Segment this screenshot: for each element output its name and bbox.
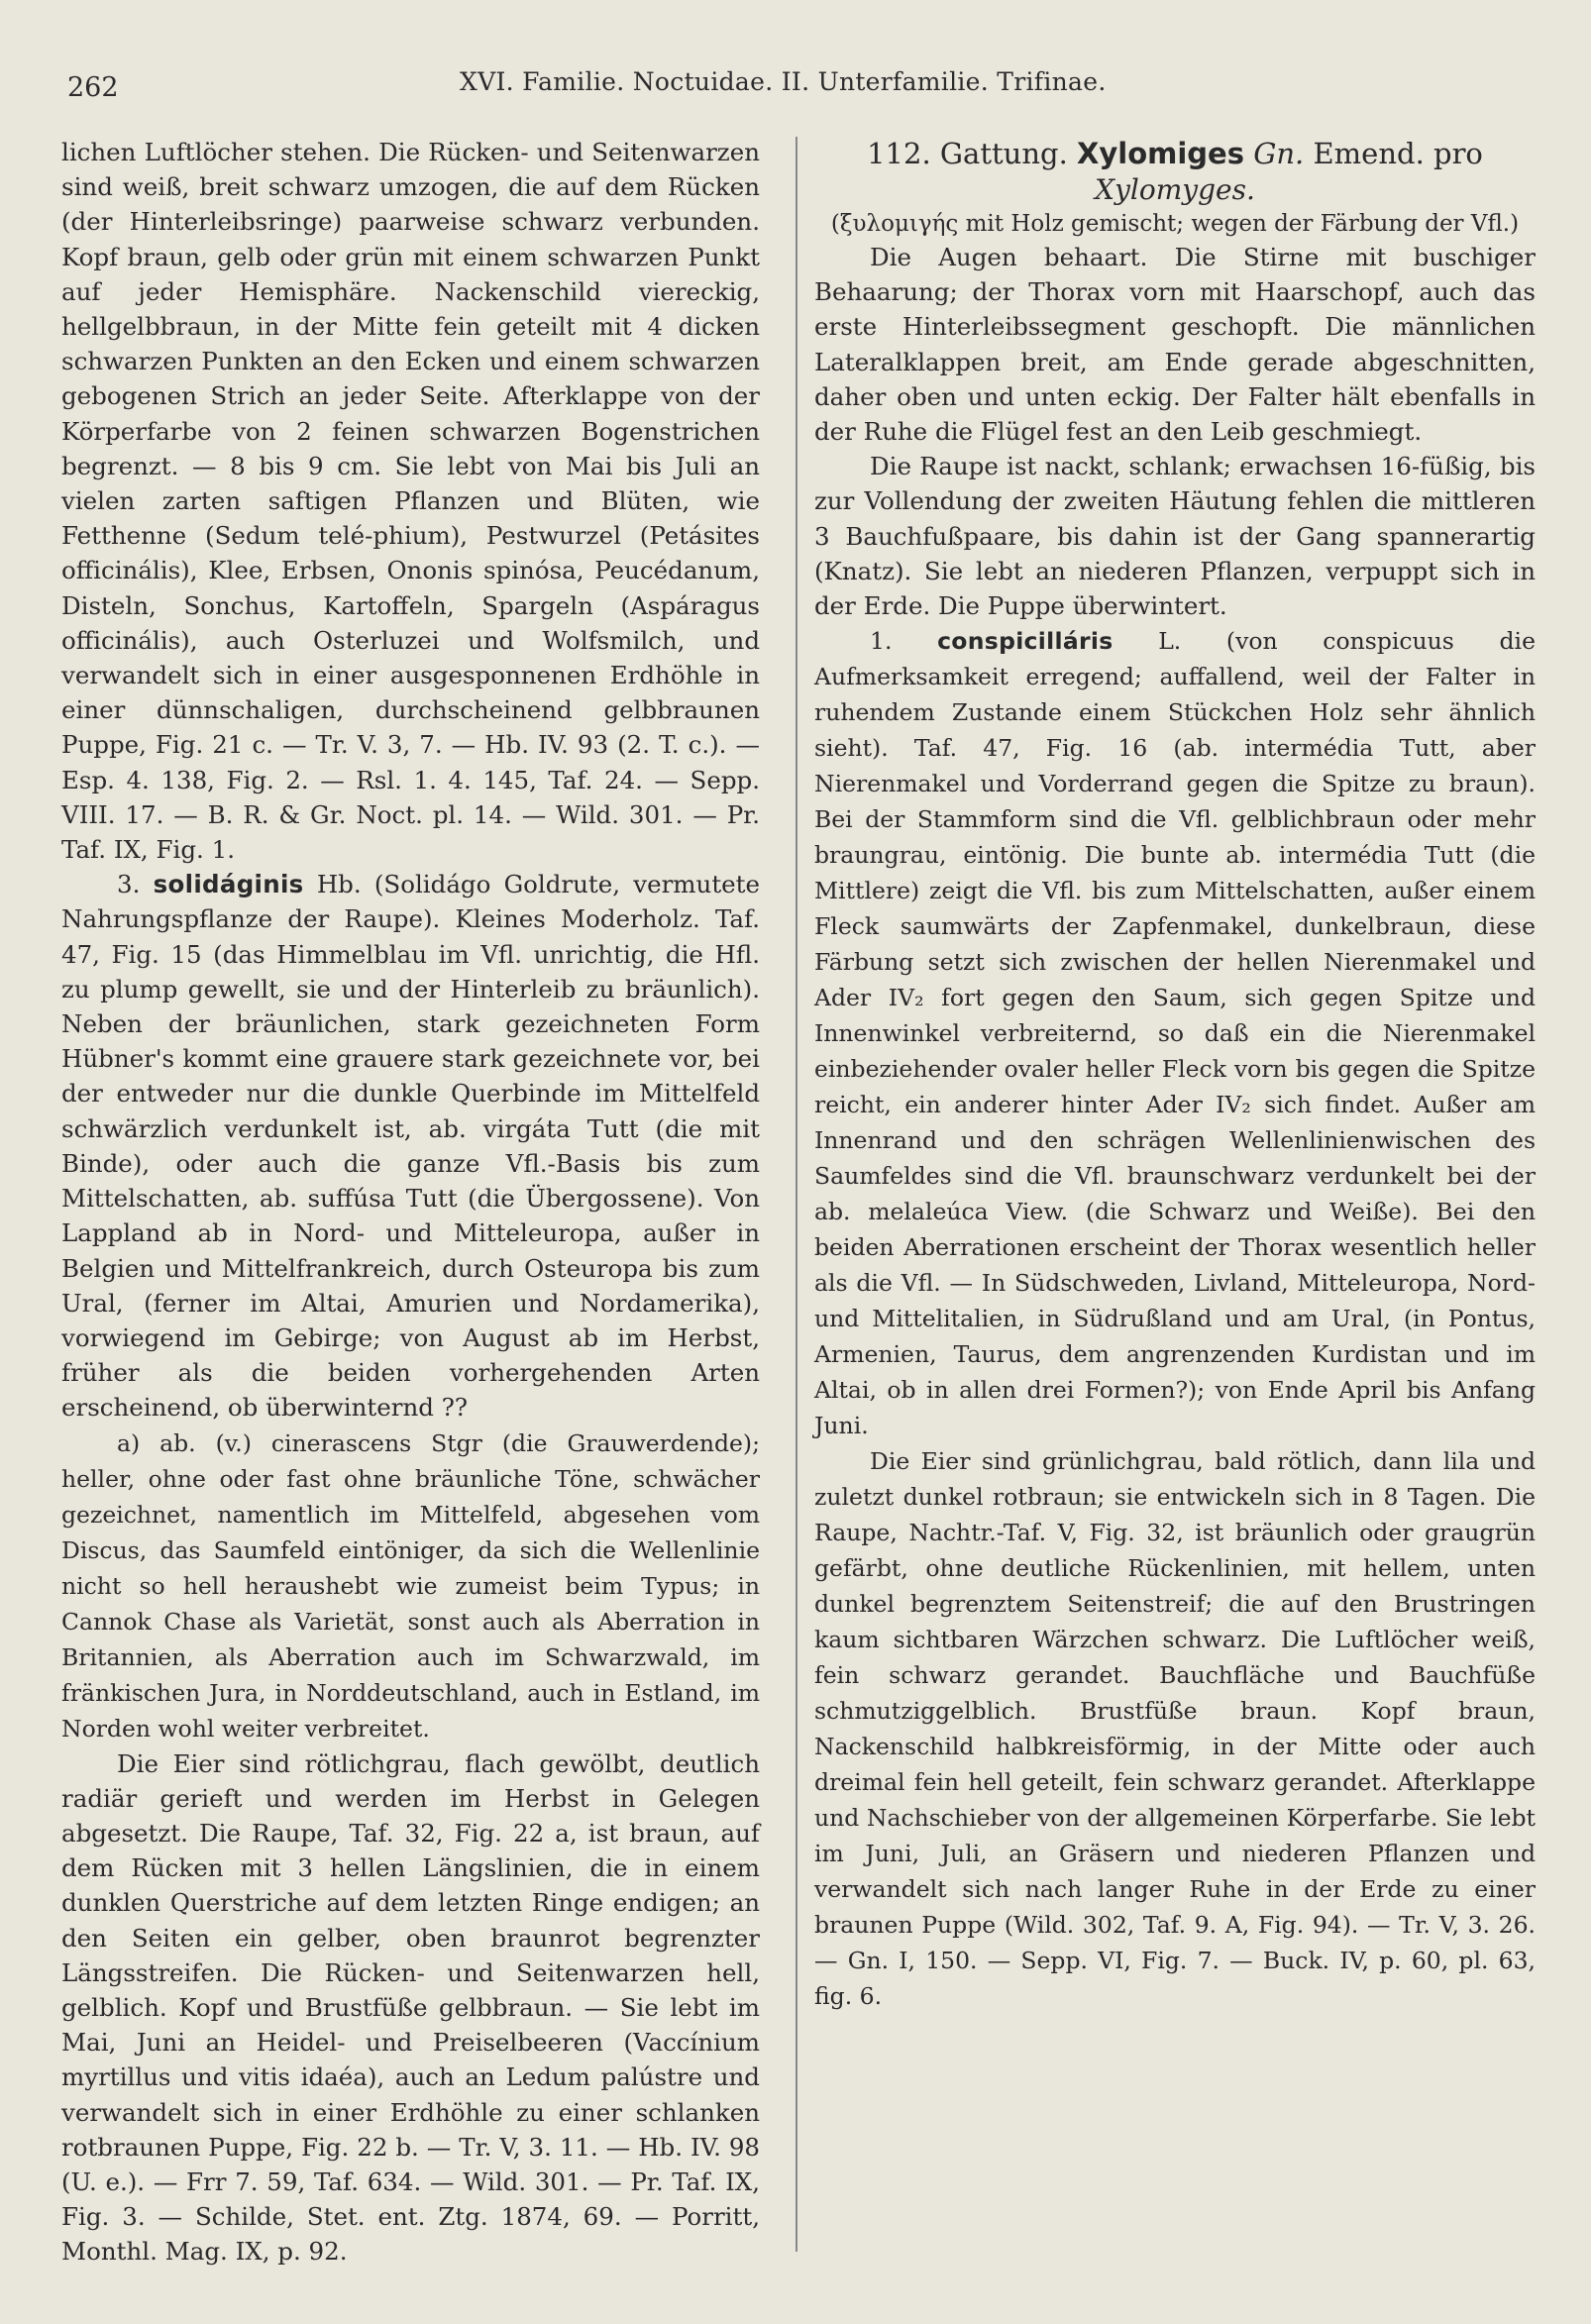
species-name: conspicilláris bbox=[937, 627, 1114, 656]
column-divider bbox=[796, 137, 797, 2252]
genus-author: Gn. bbox=[1253, 137, 1305, 170]
paragraph-raupe-description: lichen Luftlöcher stehen. Die Rücken- und Seitenwarzen sind weiß, breit schwarz umzogen, die auf dem Rücken (der Hinterleibsringe) paarweise schwarz verbunden. Kopf braun, gelb oder grün mit einem schwarzen Punkt auf jeder Hemisphäre. Nackenschild viereckig, hellgelbbraun, in der Mitte fein geteilt mit 4 dicken schwarzen Punkten an den Ecken und einem schwarzen gebogenen Strich an jeder Seite. Afterklappe von der Körperfarbe von 2 feinen schwarzen Bogenstrichen begrenzt. — 8 bis 9 cm. Sie lebt von Mai bis Juli an vielen zarten saftigen Pflanzen und Blüten, wie Fetthenne (Sedum telé-phium), Pestwurzel (Petásites officinális), Klee, Erbsen, Ononis spinósa, Peucédanum, Disteln, Sonchus, Kartoffeln, Spargeln (Aspáragus officinális), auch Osterluzei und Wolfsmilch, und verwandelt sich in einer ausgesponnenen Erdhöhle in einer dünnschaligen, durchscheinend gelbbraunen Puppe, Fig. 21 c. — Tr. V. 3, 7. — Hb. IV. 93 (2. T. c.). — Esp. 4. 138, Fig. 2. — Rsl. 1. 4. 145, Taf. 24. — Sepp. VIII. 17. — B. R. & Gr. Noct. pl. 14. — Wild. 301. — Pr. Taf. IX, Fig. 1. bbox=[61, 138, 760, 865]
right-column bbox=[814, 135, 1536, 2014]
species-entry-conspicillaris bbox=[814, 623, 1536, 1443]
genus-heading bbox=[814, 135, 1536, 172]
paragraph-aberration: a) ab. (v.) cinerascens Stgr (die Grauwerdende); heller, ohne oder fast ohne bräunliche Töne, schwächer gezeichnet, namentlich im Mittelfeld, abgesehen vom Discus, das Saumfeld eintöniger, da sich die Wellenlinie nicht so hell heraushebt wie zumeist beim Typus; in Cannok Chase als Varietät, sonst auch als Aberration in Britannien, als Aberration auch im Schwarzwald, im fränkischen Jura, in Norddeutschland, auch in Estland, im Norden wohl weiter verbreitet. bbox=[61, 1428, 760, 1743]
paragraph-eier-conspicillaris: Die Eier sind grünlichgrau, bald rötlich, dann lila und zuletzt dunkel rotbraun; sie entwickeln sich in 8 Tagen. Die Raupe, Nachtr.-Taf. V, Fig. 32, ist bräunlich oder graugrün gefärbt, ohne deutliche Rückenlinien, mit hellem, unten dunkel begrenztem Seitenstreif; die auf den Brustringen kaum sichtbaren Wärzchen schwarz. Die Luftlöcher weiß, fein schwarz gerandet. Bauchfläche und Bauchfüße schmutziggelblich. Brustfüße braun. Kopf braun, Nackenschild halbkreisförmig, in der Mitte oder auch dreimal fein hell geteilt, fein schwarz gerandet. Afterklappe und Nachschieber von der allgemeinen Körperfarbe. Sie lebt im Juni, Juli, an Gräsern und niederen Pflanzen und verwandelt sich nach langer Ruhe in der Erde zu einer braunen Puppe (Wild. 302, Taf. 9. A, Fig. 94). — Tr. V, 3. 26. — Gn. I, 150. — Sepp. VI, Fig. 7. — Buck. IV, p. 60, pl. 63, fig. 6. bbox=[814, 1447, 1536, 2011]
species-text: L. (von conspicuus die Aufmerksamkeit erregend; auffallend, weil der Falter in ruhendem Zustande einem Stückchen Holz sehr ähnlich sieht). Taf. 47, Fig. 16 (ab. intermédia Tutt, aber Nierenmakel und Vorderrand gegen die Spitze zu braun). Bei der Stammform sind die Vfl. gelblichbraun oder mehr braungrau, eintönig. Die bunte ab. intermédia Tutt (die Mittlere) zeigt die Vfl. bis zum Mittelschatten, außer einem Fleck saumwärts der Zapfenmakel, dunkelbraun, diese Färbung setzt sich zwischen der hellen Nierenmakel und Ader IV₂ fort gegen den Saum, sich gegen Spitze und Innenwinkel verbreiternd, so daß ein die Nierenmakel einbeziehender ovaler heller Fleck vorn bis gegen die Spitze reicht, ein anderer hinter Ader IV₂ sich findet. Außer am Innenrand und den schrägen Wellenlinienwischen des Saumfeldes sind die Vfl. braunschwarz verdunkelt bei der ab. melaleúca View. (die Schwarz und Weiße). Bei den beiden Aberrationen erscheint der Thorax wesentlich heller als die Vfl. — In Südschweden, Livland, Mitteleuropa, Nord- und Mittelitalien, in Südrußland und am Ural, (in Pontus, Armenien, Taurus, dem angrenzenden Kurdistan und im Altai, ob in allen drei Formen?); von Ende April bis Anfang Juni. bbox=[814, 627, 1536, 1440]
genus-number: 112. Gattung. bbox=[867, 137, 1068, 170]
etymology: (ξυλομιγής mit Holz gemischt; wegen der Färbung der Vfl.) bbox=[830, 211, 1520, 237]
species-text: Hb. (Solidágo Goldrute, vermutete Nahrungspflanze der Raupe). Kleines Moderholz. Taf. 47, Fig. 15 (das Himmelblau im Vfl. unrichtig, die Hfl. zu plump gewellt, sie und der Hinterleib zu bräunlich). Neben der bräunlichen, stark gezeichneten Form Hübner's kommt eine grauere stark gezeichnete vor, bei der entweder nur die dunkle Querbinde im Mittelfeld schwärzlich verdunkelt ist, ab. virgáta Tutt (die mit Binde), oder auch die ganze Vfl.-Basis bis zum Mittelschatten, ab. suffúsa Tutt (die Übergossene). Von Lappland ab in Nord- und Mitteleuropa, außer in Belgien und Mittelfrankreich, durch Osteuropa bis zum Ural, (ferner im Altai, Amurien und Nordamerika), vorwiegend im Gebirge; von August ab im Herbst, früher als die beiden vorhergehenden Arten erscheinend, ob überwinternd ?? bbox=[61, 870, 761, 1423]
paragraph-genus-description: Die Augen behaart. Die Stirne mit buschiger Behaarung; der Thorax vorn mit Haarschopf, auch das erste Hinterleibssegment geschopft. Die männlichen Lateralklappen breit, am Ende gerade abgeschnitten, daher oben und unten eckig. Der Falter hält ebenfalls in der Ruhe die Flügel fest an den Leib geschmiegt. bbox=[814, 243, 1536, 447]
page-number: 262 bbox=[67, 72, 119, 103]
paragraph-raupe-genus: Die Raupe ist nackt, schlank; erwachsen 16-füßig, bis zur Vollendung der zweiten Häutung fehlen die mittleren 3 Bauchfußpaare, bis dahin ist der Gang spannerartig (Knatz). Sie lebt an niederen Pflanzen, verpuppt sich in der Erde. Die Puppe überwintert. bbox=[814, 452, 1536, 621]
running-title: XVI. Familie. Noctuidae. II. Unterfamilie. Trifinae. bbox=[460, 67, 1107, 96]
species-name: solidáginis bbox=[153, 870, 304, 899]
genus-emend: Emend. pro bbox=[1313, 137, 1483, 170]
genus-name: Xylomiges bbox=[1077, 137, 1244, 170]
species-number: 1. bbox=[870, 627, 893, 656]
species-entry-solidaginis bbox=[61, 867, 760, 1425]
paragraph-eier-raupe: Die Eier sind rötlichgrau, flach gewölbt, deutlich radiär gerieft und werden im Herbst in Gelegen abgesetzt. Die Raupe, Taf. 32, Fig. 22 a, ist braun, auf dem Rücken mit 3 hellen Längslinien, die in einem dunklen Querstriche auf dem letzten Ringe endigen; an den Seiten ein gelber, oben braunrot begrenzter Längsstreifen. Die Rücken- und Seitenwarzen hell, gelblich. Kopf und Brustfüße gelbbraun. — Sie lebt im Mai, Juni an Heidel- und Preiselbeeren (Vaccínium myrtillus und vitis idaéa), auch an Ledum palústre und verwandelt sich in einer Erdhöhle zu einer schlanken rotbraunen Puppe, Fig. 22 b. — Tr. V, 3. 11. — Hb. IV. 98 (U. e.). — Frr 7. 59, Taf. 634. — Wild. 301. — Pr. Taf. IX, Fig. 3. — Schilde, Stet. ent. Ztg. 1874, 69. — Porritt, Monthl. Mag. IX, p. 92. bbox=[61, 1748, 760, 2267]
left-column bbox=[61, 135, 760, 2270]
species-number: 3. bbox=[117, 870, 141, 899]
genus-alt-name: Xylomyges. bbox=[1095, 173, 1255, 206]
